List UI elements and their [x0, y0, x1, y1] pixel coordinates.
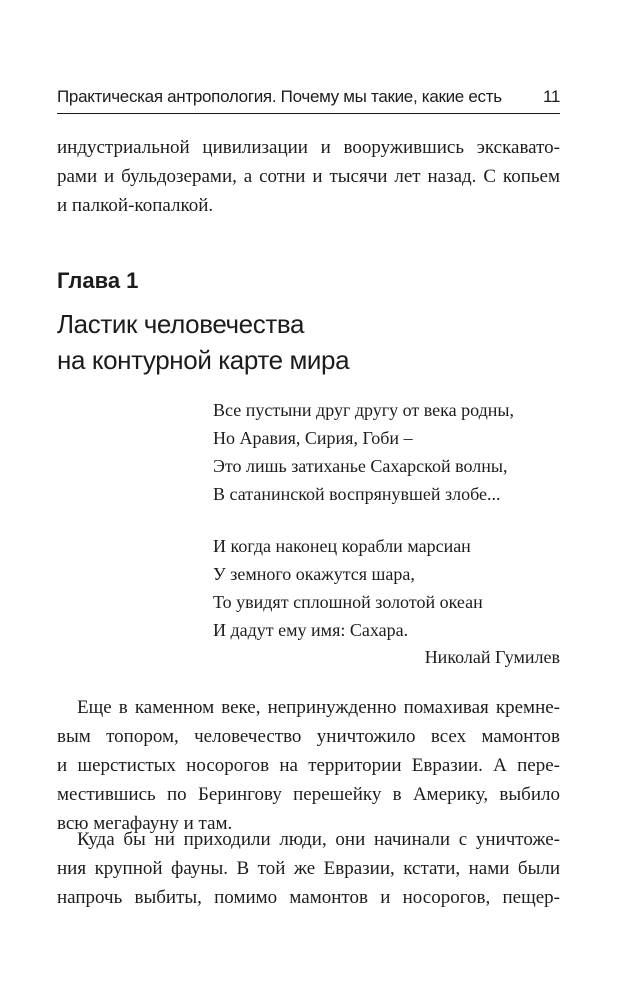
running-head: [57, 87, 560, 111]
poem-line: Это лишь затиханье Сахарской волны,: [213, 456, 508, 476]
chapter-title-line: Ластик человечества: [57, 309, 305, 339]
poem-line: В сатанинской воспрянувшей злобе...: [213, 484, 501, 504]
poem-line: То увидят сплошной золотой океан: [213, 592, 483, 612]
text-line: и палкой-копалкой.: [57, 195, 214, 216]
continued-paragraph: [57, 133, 560, 220]
epigraph-author: Николай Гумилев: [424, 647, 560, 667]
text-line: всю мегафауну и там.: [57, 813, 233, 834]
text-line: ния крупной фауны. В той же Евразии, кстати, нами были: [57, 858, 560, 879]
poem-line: У земного окажутся шара,: [213, 564, 415, 584]
text-line: местившись по Берингову перешейку в Америку, выбило: [57, 784, 560, 805]
chapter-label: Глава 1: [57, 268, 139, 293]
paragraph: [57, 693, 560, 838]
poem-line: Все пустыни друг другу от века родны,: [213, 400, 514, 420]
text-line: индустриальной цивилизации и вооружившись экскавато-: [57, 137, 560, 158]
text-line: Еще в каменном веке, непринужденно помахивая кремне-: [77, 697, 560, 718]
text-line: вым топором, человечество уничтожило всех мамонтов: [57, 726, 560, 747]
poem-line: И когда наконец корабли марсиан: [213, 536, 471, 556]
poem-line: Но Аравия, Сирия, Гоби –: [213, 428, 413, 448]
text-line: напрочь выбиты, помимо мамонтов и носорогов, пещер-: [57, 887, 560, 908]
paragraph: [57, 825, 560, 912]
chapter-title-line: на контурной карте мира: [57, 345, 350, 375]
chapter-title: [57, 306, 349, 378]
text-line: Куда бы ни приходили люди, они начинали с уничтоже-: [77, 829, 560, 850]
page-number: 11: [542, 87, 560, 106]
poem-line: И дадут ему имя: Сахара.: [213, 620, 409, 640]
running-head-title: Практическая антропология. Почему мы такие, какие есть: [57, 87, 502, 106]
epigraph-stanza-1: [213, 396, 563, 508]
epigraph: [213, 396, 563, 644]
text-line: рами и бульдозерами, а сотни и тысячи лет назад. С копьем: [57, 166, 560, 187]
text-line: и шерстистых носорогов на территории Евразии. А пере-: [57, 755, 560, 776]
header-rule: [57, 113, 560, 114]
epigraph-stanza-2: [213, 532, 563, 644]
